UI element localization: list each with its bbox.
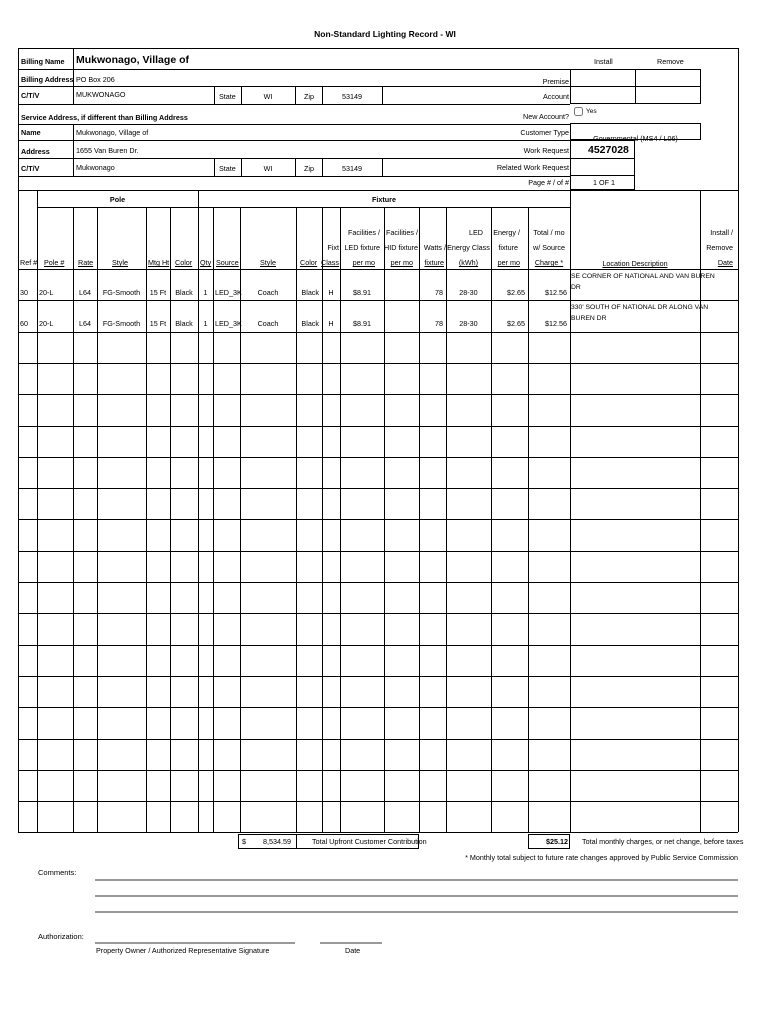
col-total-1: Total / mo	[533, 228, 565, 237]
col-fixture-color: Color	[300, 258, 318, 267]
grid-row-line	[18, 519, 738, 520]
cell-pole-num: 20-L	[39, 319, 54, 329]
grid-row-line	[18, 363, 738, 364]
service-zip-label: Zip	[304, 164, 314, 173]
yes-label: Yes	[586, 108, 597, 115]
service-heading: Service Address, if different than Billing Address	[21, 113, 188, 122]
col-total-3: Charge *	[534, 258, 564, 267]
remove-header: Remove	[657, 57, 684, 66]
cell-source: LED_3K	[215, 288, 242, 297]
col-pole-color: Color	[175, 258, 193, 267]
cell-watts: 78	[435, 319, 443, 329]
billing-zip-label: Zip	[304, 92, 314, 101]
cell-rate: L64	[79, 319, 91, 329]
grid-col-line	[198, 190, 199, 207]
grid-row-line	[18, 770, 738, 771]
cell-fx-color: Black	[301, 319, 319, 329]
col-qty: Qty	[200, 258, 212, 267]
cell-fx-style: Coach	[257, 319, 279, 329]
monthly-total-label: Total monthly charges, or net change, before taxes	[582, 837, 744, 846]
upfront-label: Total Upfront Customer Contribution	[312, 837, 427, 846]
work-request-label: Work Request	[523, 146, 569, 155]
comments-label: Comments:	[38, 868, 77, 877]
cell-fac-led: $8.91	[353, 319, 371, 329]
date-label: Date	[345, 946, 361, 955]
grid-row-line	[18, 645, 738, 646]
billing-state-value: WI	[263, 92, 273, 101]
cell-energy: $2.65	[507, 319, 525, 329]
billing-address-label: Billing Address	[21, 75, 74, 84]
col-fixt-class-1: Fixt	[327, 243, 339, 252]
footnote: * Monthly total subject to future rate changes approved by Public Service Commission	[465, 853, 738, 862]
cell-fac-led: $8.91	[353, 288, 371, 297]
col-fac-led-1: Facilities /	[348, 228, 380, 237]
cell-led-class: 28-30	[459, 288, 478, 297]
grid-row-line	[18, 676, 738, 677]
service-zip-value: 53149	[342, 164, 362, 173]
cell-mtg-ht: 15 Ft	[149, 319, 167, 329]
grid-row-line	[18, 582, 738, 583]
customer-type-box[interactable]	[570, 123, 701, 143]
signature-line[interactable]	[95, 942, 295, 944]
cell-style: FG-Smooth	[102, 288, 141, 297]
col-led-class-2: Energy Class	[447, 243, 490, 252]
grid-row-line	[18, 394, 738, 395]
grid-row-line	[18, 801, 738, 802]
col-mtg-ht: Mtg Ht	[148, 258, 170, 267]
col-fac-led-3: per mo	[352, 258, 375, 267]
col-location: Location Description	[602, 259, 668, 268]
grid-col-line	[738, 190, 739, 832]
col-led-class-3: (kWh)	[458, 258, 479, 267]
signature-label: Property Owner / Authorized Representative Signature	[96, 946, 270, 955]
grid-col-line	[18, 190, 19, 832]
customer-type-label: Customer Type	[520, 128, 569, 137]
col-watts-2: fixture	[424, 258, 444, 267]
service-ctv-label: C/T/V	[21, 164, 40, 173]
cell-location: 330' SOUTH OF NATIONAL DR ALONG VAN	[571, 304, 709, 312]
billing-zip-value: 53149	[342, 92, 362, 101]
account-label: Account	[543, 92, 569, 101]
grid-row-line	[18, 551, 738, 552]
col-energy-3: per mo	[497, 258, 520, 267]
cell-color: Black	[175, 288, 193, 297]
col-pole-style: Style	[112, 258, 128, 267]
grid-row-line	[18, 300, 738, 301]
service-address-value: 1655 Van Buren Dr.	[76, 146, 139, 155]
upfront-currency: $	[242, 837, 246, 846]
cell-energy: $2.65	[507, 288, 525, 297]
cell-fx-color: Black	[301, 288, 319, 297]
pole-group-header: Pole	[109, 195, 126, 204]
grid-row-line	[18, 488, 738, 489]
grid-col-line	[700, 190, 701, 832]
page-title: Non-Standard Lighting Record - WI	[314, 29, 456, 39]
grid-row-line	[18, 707, 738, 708]
service-name-label: Name	[21, 128, 41, 137]
service-address-label: Address	[21, 147, 50, 156]
service-state-value: WI	[263, 164, 273, 173]
work-request-box[interactable]	[570, 140, 635, 190]
cell-style: FG-Smooth	[102, 319, 141, 329]
col-install-remove-2: Remove	[706, 243, 733, 252]
cell-location: DR	[571, 284, 581, 291]
grid-row-line	[18, 613, 738, 614]
cell-location: BUREN DR	[571, 315, 607, 323]
page-number-label: Page # / of #	[528, 178, 569, 187]
cell-fixt-class: H	[328, 319, 334, 329]
page-number-value: 1 OF 1	[593, 178, 615, 187]
col-fac-hid-2: HID fixture	[384, 243, 418, 252]
date-line[interactable]	[320, 942, 382, 944]
cell-location: SE CORNER OF NATIONAL AND VAN BUREN	[571, 273, 715, 280]
authorization-label: Authorization:	[38, 932, 84, 941]
col-energy-2: fixture	[498, 243, 518, 252]
cell-ref: 60	[20, 319, 28, 329]
work-request-value: 4527028	[588, 144, 629, 156]
grid-bottom-line	[18, 832, 738, 833]
comments-line-2[interactable]	[95, 895, 738, 897]
comments-line-1[interactable]	[95, 879, 738, 881]
install-header: Install	[594, 57, 613, 66]
fixture-group-header: Fixture	[372, 195, 396, 204]
service-state-label: State	[219, 164, 236, 173]
comments-line-3[interactable]	[95, 911, 738, 913]
grid-row-line	[18, 332, 738, 333]
cell-fx-style: Coach	[257, 288, 279, 297]
billing-state-label: State	[219, 92, 236, 101]
cell-mtg-ht: 15 Ft	[149, 288, 167, 297]
col-ref: Ref #	[20, 258, 38, 267]
col-install-remove-3: Date	[717, 258, 733, 267]
grid-header-line	[18, 269, 738, 270]
grid-col-line	[37, 190, 38, 207]
cell-total: $12.56	[545, 288, 567, 297]
billing-ctv-value: MUKWONAGO	[76, 90, 126, 99]
col-fixture-style: Style	[260, 258, 276, 267]
col-install-remove-1: Install /	[710, 228, 733, 237]
col-fac-led-2: LED fixture	[344, 243, 380, 252]
cell-color: Black	[175, 319, 193, 329]
cell-pole-num: 20-L	[39, 288, 54, 297]
grid-row-line	[18, 739, 738, 740]
col-rate: Rate	[78, 258, 94, 267]
col-source: Source	[216, 258, 239, 267]
grid-col-line	[198, 190, 199, 832]
new-account-checkbox[interactable]	[574, 107, 583, 116]
related-work-request-label: Related Work Request	[496, 163, 569, 172]
col-total-2: w/ Source	[533, 243, 565, 252]
billing-name-label: Billing Name	[21, 57, 65, 66]
col-watts-1: Watts /	[423, 243, 446, 252]
service-name-value: Mukwonago, Village of	[76, 128, 149, 137]
cell-source: LED_3K	[215, 319, 242, 329]
billing-ctv-label: C/T/V	[21, 91, 40, 100]
upfront-value: 8,534.59	[263, 837, 291, 846]
cell-qty: 1	[203, 288, 208, 297]
cell-ref: 30	[20, 288, 28, 297]
monthly-total-value: $25.12	[546, 837, 568, 846]
service-ctv-value: Mukwonago	[76, 163, 115, 172]
cell-qty: 1	[203, 319, 208, 329]
cell-watts: 78	[435, 288, 443, 297]
new-account-label: New Account?	[523, 112, 569, 121]
col-fac-hid-3: per mo	[390, 258, 413, 267]
billing-address-value: PO Box 206	[76, 75, 115, 84]
col-led-class-1: LED	[469, 228, 483, 237]
cell-total: $12.56	[545, 319, 567, 329]
cell-fixt-class: H	[328, 288, 334, 297]
col-fac-hid-1: Facilities /	[386, 228, 418, 237]
col-pole-number: Pole #	[44, 258, 65, 267]
grid-row-line	[18, 457, 738, 458]
col-energy-1: Energy /	[493, 228, 520, 237]
col-fixt-class-2: Class	[321, 258, 339, 267]
billing-name-value: Mukwonago, Village of	[76, 54, 189, 66]
grid-row-line	[18, 426, 738, 427]
cell-rate: L64	[79, 288, 91, 297]
cell-led-class: 28-30	[459, 319, 478, 329]
customer-type-value: Governmental (MS4 / L06)	[593, 134, 678, 143]
premise-label: Premise	[542, 77, 569, 86]
